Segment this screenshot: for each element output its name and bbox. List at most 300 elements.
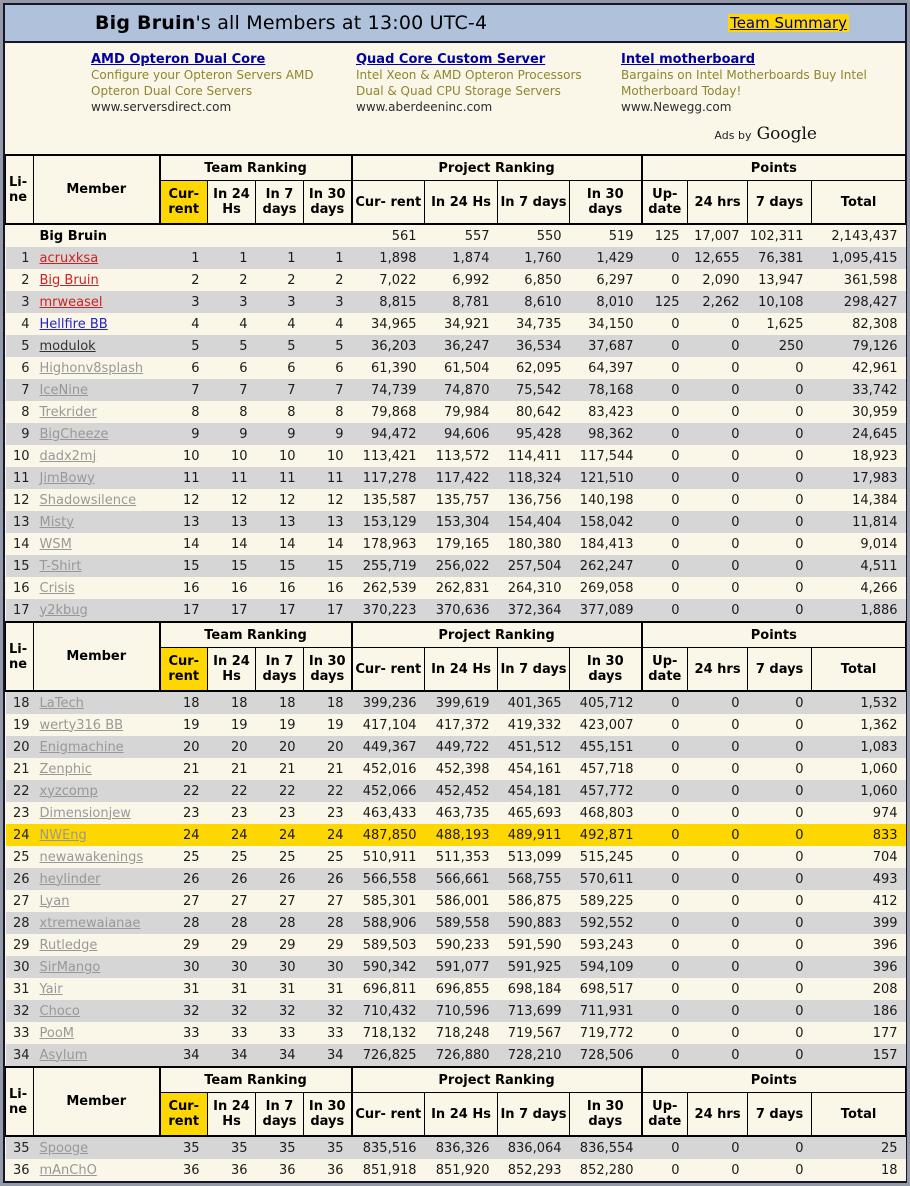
team-rank-cell: 5: [304, 335, 352, 357]
project-rank-cell: 121,510: [570, 467, 642, 489]
member-link[interactable]: T-Shirt: [39, 558, 82, 574]
line-cell: 36: [6, 1159, 34, 1181]
points-update-cell: 0: [642, 335, 688, 357]
team-rank-cell: 13: [208, 511, 256, 533]
column-header-project-0: Cur- rent: [352, 181, 425, 225]
project-rank-cell: 451,512: [498, 736, 570, 758]
points-total-cell: 79,126: [812, 335, 906, 357]
column-header-team-2: In 7 days: [256, 648, 304, 692]
team-rank-cell: 14: [160, 533, 208, 555]
page-title: [95, 12, 487, 34]
team-rank-cell: 19: [256, 714, 304, 736]
project-rank-cell: 79,868: [352, 401, 425, 423]
team-rank-cell: 11: [160, 467, 208, 489]
team-rank-cell: [160, 224, 208, 247]
points-update-cell: 0: [642, 467, 688, 489]
team-rank-cell: 17: [304, 599, 352, 622]
column-header-project-0: Cur- rent: [352, 648, 425, 692]
member-row: [6, 1044, 906, 1067]
points-24hrs-cell: 0: [688, 577, 748, 599]
member-row: [6, 599, 906, 622]
column-header-points-3: Total: [812, 648, 906, 692]
member-link[interactable]: Choco: [39, 1003, 80, 1019]
project-rank-cell: 423,007: [570, 714, 642, 736]
member-link[interactable]: IceNine: [39, 382, 89, 398]
team-rank-cell: 16: [304, 577, 352, 599]
points-24hrs-cell: 0: [688, 802, 748, 824]
project-rank-cell: 135,757: [425, 489, 498, 511]
points-total-cell: 704: [812, 846, 906, 868]
project-rank-cell: 61,390: [352, 357, 425, 379]
points-24hrs-cell: 2,090: [688, 269, 748, 291]
project-rank-cell: 728,210: [498, 1044, 570, 1067]
member-cell: [34, 335, 160, 357]
points-update-cell: 0: [642, 489, 688, 511]
member-row: [6, 736, 906, 758]
member-link[interactable]: Enigmachine: [39, 739, 124, 755]
points-update-cell: 0: [642, 269, 688, 291]
points-7days-cell: 0: [748, 357, 812, 379]
project-rank-cell: 399,236: [352, 691, 425, 714]
project-rank-cell: 852,280: [570, 1159, 642, 1181]
team-rank-cell: 26: [256, 868, 304, 890]
project-rank-cell: 153,129: [352, 511, 425, 533]
member-link[interactable]: Spooge: [39, 1140, 89, 1156]
team-rank-cell: 35: [208, 1136, 256, 1159]
project-rank-cell: 589,225: [570, 890, 642, 912]
team-rank-cell: 10: [208, 445, 256, 467]
column-header-project-2: In 7 days: [498, 1093, 570, 1137]
member-cell: [34, 555, 160, 577]
line-cell: 28: [6, 912, 34, 934]
team-rank-cell: 2: [256, 269, 304, 291]
ad-title-link[interactable]: Intel motherboard: [621, 52, 756, 67]
points-total-cell: 11,814: [812, 511, 906, 533]
points-24hrs-cell: 0: [688, 423, 748, 445]
member-link[interactable]: LaTech: [39, 695, 84, 711]
column-header-points-1: 24 hrs: [688, 181, 748, 225]
team-rank-cell: 9: [208, 423, 256, 445]
project-rank-cell: 463,433: [352, 802, 425, 824]
points-24hrs-cell: 0: [688, 956, 748, 978]
member-link[interactable]: Asylum: [39, 1047, 88, 1063]
column-header-project-2: In 7 days: [498, 648, 570, 692]
team-rank-cell: 28: [160, 912, 208, 934]
team-rank-cell: 18: [256, 691, 304, 714]
member-link[interactable]: BigCheeze: [39, 426, 109, 442]
team-summary-link[interactable]: Team Summary: [730, 14, 847, 32]
points-cell: 2,143,437: [812, 224, 906, 247]
project-rank-cell: 591,590: [498, 934, 570, 956]
member-link[interactable]: modulok: [39, 338, 96, 354]
project-rank-cell: 463,735: [425, 802, 498, 824]
team-rank-cell: 7: [208, 379, 256, 401]
ad-item: [356, 52, 608, 124]
member-row: [6, 577, 906, 599]
member-link[interactable]: NWEng: [39, 827, 87, 843]
member-cell: [34, 379, 160, 401]
project-rank-cell: 836,554: [570, 1136, 642, 1159]
team-rank-cell: 23: [208, 802, 256, 824]
project-rank-cell: 8,815: [352, 291, 425, 313]
member-link[interactable]: Rutledge: [39, 937, 98, 953]
project-rank-cell: 568,755: [498, 868, 570, 890]
points-update-cell: 0: [642, 511, 688, 533]
column-header-points-0: Up- date: [642, 648, 688, 692]
page-title-team-name: Big Bruin: [95, 12, 196, 34]
team-rank-cell: 30: [304, 956, 352, 978]
member-link[interactable]: WSM: [39, 536, 72, 552]
team-rank-cell: 29: [256, 934, 304, 956]
ad-title-link[interactable]: Quad Core Custom Server: [356, 52, 546, 67]
member-link[interactable]: acruxksa: [39, 250, 99, 266]
project-rank-cell: 1,898: [352, 247, 425, 269]
member-link[interactable]: Zenphic: [39, 761, 92, 777]
member-row: [6, 357, 906, 379]
team-rank-cell: 29: [208, 934, 256, 956]
project-rank-cell: 370,223: [352, 599, 425, 622]
member-link[interactable]: Highonv8splash: [39, 360, 144, 376]
member-link[interactable]: Yair: [39, 981, 63, 997]
points-total-cell: 298,427: [812, 291, 906, 313]
project-rank-cell: 835,516: [352, 1136, 425, 1159]
project-rank-cell: 83,423: [570, 401, 642, 423]
group-header-team-ranking: Team Ranking: [160, 622, 352, 648]
member-link[interactable]: mrweasel: [39, 294, 103, 310]
team-rank-cell: 31: [208, 978, 256, 1000]
project-rank-cell: 1,429: [570, 247, 642, 269]
member-row: [6, 1159, 906, 1181]
team-rank-cell: 33: [256, 1022, 304, 1044]
project-rank-cell: 36,534: [498, 335, 570, 357]
member-link[interactable]: dadx2mj: [39, 448, 97, 464]
points-total-cell: 1,083: [812, 736, 906, 758]
team-rank-cell: 11: [304, 467, 352, 489]
points-7days-cell: 0: [748, 467, 812, 489]
column-header-team-3: In 30 days: [304, 1093, 352, 1137]
project-rank-cell: 455,151: [570, 736, 642, 758]
line-cell: 19: [6, 714, 34, 736]
project-rank-cell: 449,367: [352, 736, 425, 758]
project-rank-cell: 487,850: [352, 824, 425, 846]
line-cell: 26: [6, 868, 34, 890]
line-cell: 33: [6, 1022, 34, 1044]
project-rank-cell: 8,781: [425, 291, 498, 313]
project-rank-cell: 588,906: [352, 912, 425, 934]
member-link[interactable]: xyzcomp: [39, 783, 98, 799]
points-update-cell: 0: [642, 313, 688, 335]
member-cell: [34, 291, 160, 313]
team-rank-cell: 1: [208, 247, 256, 269]
column-header-member: Member: [34, 1067, 160, 1136]
team-rank-cell: 17: [208, 599, 256, 622]
team-rank-cell: 22: [208, 780, 256, 802]
points-total-cell: 4,511: [812, 555, 906, 577]
title-bar: [5, 5, 905, 43]
member-link[interactable]: Crisis: [39, 580, 75, 596]
column-header-line: Li- ne: [6, 155, 34, 224]
team-rank-cell: 30: [208, 956, 256, 978]
column-header-project-3: In 30 days: [570, 1093, 642, 1137]
project-rank-cell: 37,687: [570, 335, 642, 357]
points-update-cell: 0: [642, 1044, 688, 1067]
project-rank-cell: 449,722: [425, 736, 498, 758]
points-24hrs-cell: 0: [688, 511, 748, 533]
member-link[interactable]: Dimensionjew: [39, 805, 131, 821]
team-rank-cell: 8: [304, 401, 352, 423]
project-rank-cell: 78,168: [570, 379, 642, 401]
member-cell: [34, 758, 160, 780]
points-update-cell: 0: [642, 423, 688, 445]
column-header-team-3: In 30 days: [304, 648, 352, 692]
project-rank-cell: 1,760: [498, 247, 570, 269]
member-row: [6, 511, 906, 533]
points-24hrs-cell: 0: [688, 313, 748, 335]
project-rank-cell: 255,719: [352, 555, 425, 577]
ad-description: Configure your Opteron Servers AMD Opteron Dual Core Servers: [91, 68, 314, 98]
project-rank-cell: 719,772: [570, 1022, 642, 1044]
points-7days-cell: 0: [748, 691, 812, 714]
line-cell: 18: [6, 691, 34, 714]
members-table: [5, 154, 906, 1181]
member-link[interactable]: y2kbug: [39, 602, 88, 618]
member-row: [6, 379, 906, 401]
project-rank-cell: 8,010: [570, 291, 642, 313]
team-rank-cell: 4: [304, 313, 352, 335]
team-rank-cell: 14: [208, 533, 256, 555]
project-rank-cell: 586,875: [498, 890, 570, 912]
line-cell: 13: [6, 511, 34, 533]
project-rank-cell: 726,825: [352, 1044, 425, 1067]
points-7days-cell: 0: [748, 555, 812, 577]
table-header-group-row: [6, 622, 906, 648]
points-24hrs-cell: 0: [688, 780, 748, 802]
project-rank-cell: 710,596: [425, 1000, 498, 1022]
points-7days-cell: 250: [748, 335, 812, 357]
project-rank-cell: 417,372: [425, 714, 498, 736]
project-rank-cell: 401,365: [498, 691, 570, 714]
column-header-project-1: In 24 Hs: [425, 181, 498, 225]
line-cell: 9: [6, 423, 34, 445]
points-update-cell: 0: [642, 846, 688, 868]
line-cell: 22: [6, 780, 34, 802]
points-7days-cell: 0: [748, 577, 812, 599]
member-link[interactable]: Trekrider: [39, 404, 97, 420]
team-rank-cell: 21: [208, 758, 256, 780]
member-link[interactable]: Lyan: [39, 893, 70, 909]
member-cell: [34, 489, 160, 511]
member-row: [6, 1136, 906, 1159]
project-rank-cell: 264,310: [498, 577, 570, 599]
points-total-cell: 396: [812, 934, 906, 956]
ad-description: Bargains on Intel Motherboards Buy Intel Motherboard Today!: [621, 68, 867, 98]
points-total-cell: 833: [812, 824, 906, 846]
points-total-cell: 18: [812, 1159, 906, 1181]
member-cell: [34, 691, 160, 714]
ad-url: www.serversdirect.com: [91, 100, 232, 115]
member-cell: [34, 714, 160, 736]
member-row: [6, 335, 906, 357]
ad-title-link[interactable]: AMD Opteron Dual Core: [91, 52, 266, 67]
column-header-points-2: 7 days: [748, 1093, 812, 1137]
member-link[interactable]: werty316 BB: [39, 717, 124, 733]
points-update-cell: 0: [642, 379, 688, 401]
line-cell: 21: [6, 758, 34, 780]
points-7days-cell: 0: [748, 1159, 812, 1181]
project-rank-cell: 452,452: [425, 780, 498, 802]
points-total-cell: 33,742: [812, 379, 906, 401]
project-rank-cell: 64,397: [570, 357, 642, 379]
project-rank-cell: 851,920: [425, 1159, 498, 1181]
member-link[interactable]: mAnChO: [39, 1162, 97, 1178]
member-link[interactable]: Shadowsilence: [39, 492, 137, 508]
points-update-cell: 0: [642, 890, 688, 912]
project-rank-cell: 593,243: [570, 934, 642, 956]
project-rank-cell: 372,364: [498, 599, 570, 622]
team-rank-cell: 2: [208, 269, 256, 291]
project-rank-cell: 61,504: [425, 357, 498, 379]
points-total-cell: 208: [812, 978, 906, 1000]
points-update-cell: 0: [642, 978, 688, 1000]
member-link[interactable]: Misty: [39, 514, 74, 530]
project-rank-cell: 591,077: [425, 956, 498, 978]
member-row: [6, 247, 906, 269]
member-link[interactable]: Big Bruin: [39, 272, 99, 288]
points-total-cell: 1,886: [812, 599, 906, 622]
team-rank-cell: 5: [208, 335, 256, 357]
project-rank-cell: 113,421: [352, 445, 425, 467]
member-row: [6, 868, 906, 890]
team-rank-cell: 13: [304, 511, 352, 533]
group-header-project-ranking: Project Ranking: [352, 1067, 642, 1093]
points-24hrs-cell: 0: [688, 1022, 748, 1044]
team-rank-cell: 12: [208, 489, 256, 511]
member-cell: [34, 780, 160, 802]
points-24hrs-cell: 0: [688, 846, 748, 868]
points-7days-cell: 0: [748, 445, 812, 467]
team-rank-cell: 15: [256, 555, 304, 577]
project-rank-cell: 696,811: [352, 978, 425, 1000]
points-update-cell: 0: [642, 868, 688, 890]
project-rank-cell: 370,636: [425, 599, 498, 622]
team-rank-cell: 21: [304, 758, 352, 780]
team-rank-cell: 32: [208, 1000, 256, 1022]
points-7days-cell: 0: [748, 423, 812, 445]
team-rank-cell: 36: [304, 1159, 352, 1181]
member-cell: [34, 511, 160, 533]
team-rank-cell: 25: [208, 846, 256, 868]
points-update-cell: 0: [642, 956, 688, 978]
points-24hrs-cell: 12,655: [688, 247, 748, 269]
project-rank-cell: 590,342: [352, 956, 425, 978]
project-rank-cell: 570,611: [570, 868, 642, 890]
column-header-team-2: In 7 days: [256, 1093, 304, 1137]
team-rank-cell: 4: [256, 313, 304, 335]
points-cell: 17,007: [688, 224, 748, 247]
team-rank-cell: 24: [208, 824, 256, 846]
team-rank-cell: 4: [208, 313, 256, 335]
points-update-cell: 0: [642, 714, 688, 736]
member-row: [6, 846, 906, 868]
project-rank-cell: 135,587: [352, 489, 425, 511]
team-rank-cell: 5: [160, 335, 208, 357]
points-total-cell: 18,923: [812, 445, 906, 467]
project-rank-cell: 75,542: [498, 379, 570, 401]
member-link[interactable]: Hellfire BB: [39, 316, 108, 332]
member-link[interactable]: PooM: [39, 1025, 74, 1041]
team-rank-cell: 24: [256, 824, 304, 846]
project-rank-cell: 511,353: [425, 846, 498, 868]
member-row: [6, 714, 906, 736]
team-rank-cell: 16: [208, 577, 256, 599]
line-cell: 17: [6, 599, 34, 622]
member-link[interactable]: heylinder: [39, 871, 101, 887]
team-rank-cell: 30: [160, 956, 208, 978]
project-rank-cell: 515,245: [570, 846, 642, 868]
team-rank-cell: 23: [160, 802, 208, 824]
project-rank-cell: 489,911: [498, 824, 570, 846]
points-update-cell: 0: [642, 533, 688, 555]
project-rank-cell: 519: [570, 224, 642, 247]
project-rank-cell: 257,504: [498, 555, 570, 577]
group-header-team-ranking: Team Ranking: [160, 1067, 352, 1093]
project-rank-cell: 262,539: [352, 577, 425, 599]
column-header-member: Member: [34, 622, 160, 691]
team-rank-cell: 15: [208, 555, 256, 577]
points-24hrs-cell: 2,262: [688, 291, 748, 313]
project-rank-cell: 95,428: [498, 423, 570, 445]
member-cell: [34, 423, 160, 445]
project-rank-cell: 79,984: [425, 401, 498, 423]
team-rank-cell: 33: [160, 1022, 208, 1044]
points-total-cell: 1,362: [812, 714, 906, 736]
team-rank-cell: 1: [256, 247, 304, 269]
points-total-cell: 25: [812, 1136, 906, 1159]
points-7days-cell: 0: [748, 1000, 812, 1022]
member-link[interactable]: SirMango: [39, 959, 101, 975]
team-rank-cell: 19: [160, 714, 208, 736]
member-cell: [34, 467, 160, 489]
member-cell: [34, 1000, 160, 1022]
line-cell: 3: [6, 291, 34, 313]
member-link[interactable]: xtremewaianae: [39, 915, 141, 931]
team-rank-cell: 24: [160, 824, 208, 846]
points-total-cell: 361,598: [812, 269, 906, 291]
team-rank-cell: 2: [160, 269, 208, 291]
line-cell: 34: [6, 1044, 34, 1067]
member-row: [6, 423, 906, 445]
member-link[interactable]: JimBowy: [39, 470, 95, 486]
member-link[interactable]: newawakenings: [39, 849, 144, 865]
column-header-points-2: 7 days: [748, 648, 812, 692]
team-rank-cell: 26: [304, 868, 352, 890]
project-rank-cell: 718,248: [425, 1022, 498, 1044]
team-rank-cell: [304, 224, 352, 247]
team-rank-cell: 9: [160, 423, 208, 445]
points-24hrs-cell: 0: [688, 868, 748, 890]
ads-by-google: [5, 124, 905, 154]
points-7days-cell: 0: [748, 379, 812, 401]
team-rank-cell: 31: [304, 978, 352, 1000]
member-row: [6, 533, 906, 555]
points-update-cell: 0: [642, 802, 688, 824]
line-cell: 23: [6, 802, 34, 824]
table-header-group-row: [6, 1067, 906, 1093]
team-rank-cell: 22: [256, 780, 304, 802]
team-rank-cell: 11: [256, 467, 304, 489]
team-rank-cell: 34: [160, 1044, 208, 1067]
team-rank-cell: 34: [208, 1044, 256, 1067]
